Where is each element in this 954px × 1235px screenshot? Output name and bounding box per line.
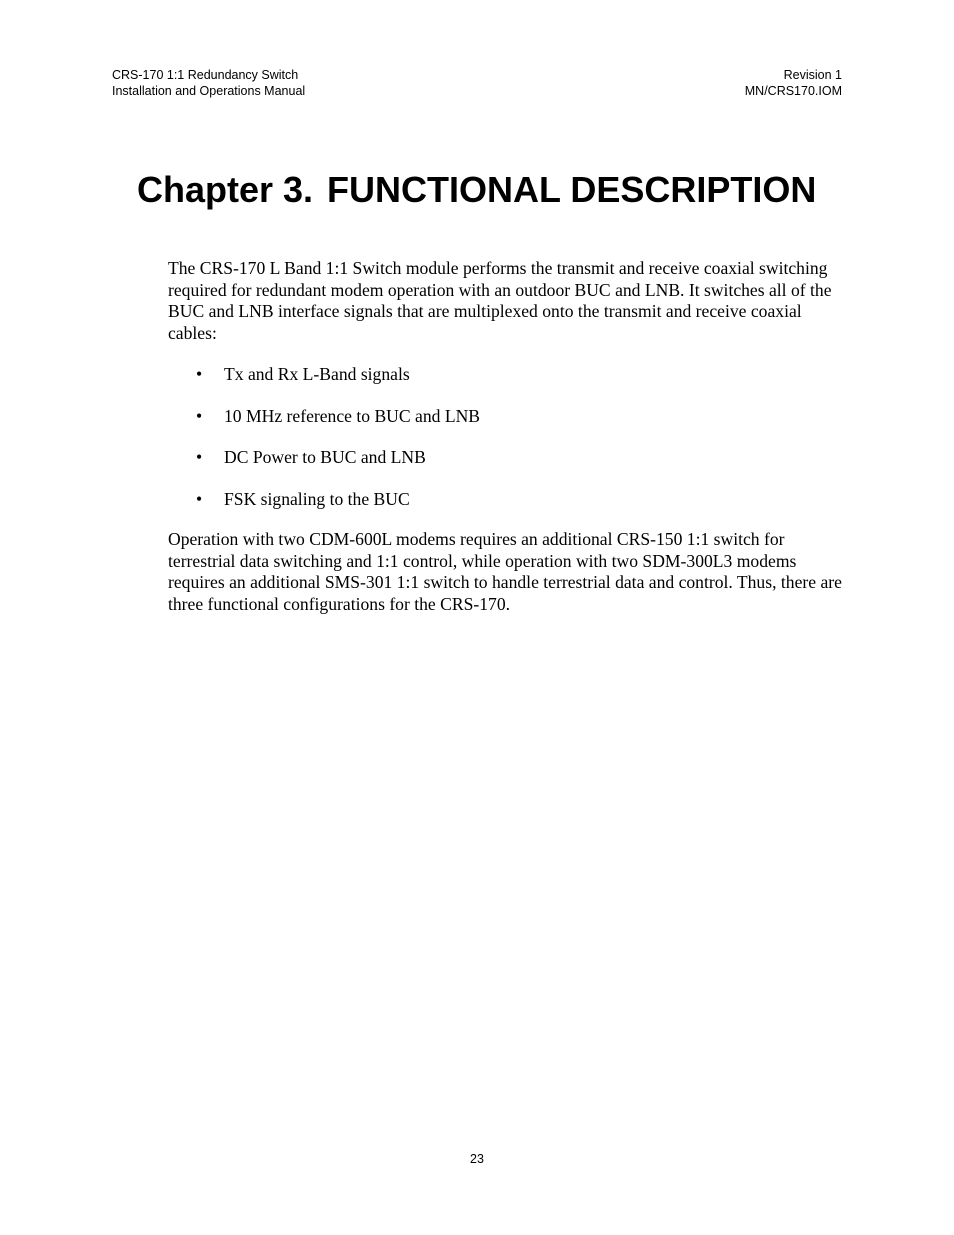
chapter-title: FUNCTIONAL DESCRIPTION (327, 169, 817, 210)
document-title: CRS-170 1:1 Redundancy Switch (112, 68, 299, 82)
list-item-text: Tx and Rx L-Band signals (224, 364, 410, 384)
list-item (196, 447, 480, 469)
configuration-paragraph: Operation with two CDM-600L modems requires an additional CRS-150 1:1 switch for terrestrial data switching and 1:1 control, while operation with two SDM-300L3 modems requires an additional SMS-301 1:1 switch to handle terrestrial data and control. Thus, there are three functional configurations for the CRS-170. (168, 529, 842, 614)
revision-label: Revision 1 (783, 68, 842, 82)
intro-paragraph: The CRS-170 L Band 1:1 Switch module performs the transmit and receive coaxial switching required for redundant modem operation with an outdoor BUC and LNB. It switches all of the BUC and LNB interface signals that are multiplexed onto the transmit and receive coaxial cables: (168, 258, 832, 343)
list-item-text: DC Power to BUC and LNB (224, 447, 426, 468)
page-header-left (112, 67, 305, 99)
document-number: MN/CRS170.IOM (744, 84, 842, 98)
bullet-icon: • (196, 405, 203, 426)
bullet-icon: • (196, 489, 203, 510)
bullet-icon: • (196, 364, 203, 384)
page-number: 23 (470, 1152, 484, 1166)
bullet-icon: • (196, 447, 203, 468)
signal-list (196, 364, 480, 531)
list-item-text: FSK signaling to the BUC (224, 489, 410, 510)
page-header-right (745, 67, 842, 99)
document-subtitle: Installation and Operations Manual (112, 84, 306, 98)
list-item (196, 364, 480, 386)
list-item (196, 406, 480, 428)
list-item (196, 489, 480, 511)
chapter-heading (137, 168, 816, 212)
chapter-number: Chapter 3. (137, 169, 314, 210)
list-item-text: 10 MHz reference to BUC and LNB (224, 405, 481, 426)
